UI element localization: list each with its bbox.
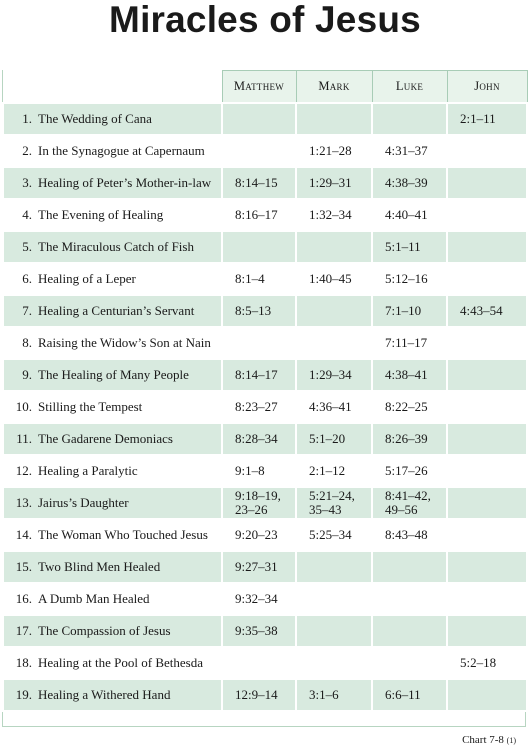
- reference-matthew: 8:23–27: [222, 391, 296, 423]
- reference-mark: [296, 327, 372, 359]
- reference-john: [447, 327, 527, 359]
- miracle-name-cell: [3, 167, 222, 199]
- table-row: [3, 167, 527, 199]
- reference-john: [447, 583, 527, 615]
- page-title: Miracles of Jesus: [109, 0, 421, 40]
- row-number: 12.: [15, 463, 32, 478]
- miracle-name-cell: [3, 487, 222, 519]
- miracle-name-cell: [3, 519, 222, 551]
- table-row: [3, 103, 527, 135]
- reference-mark: 5:21–24, 35–43: [296, 487, 372, 519]
- table-row: [3, 583, 527, 615]
- row-number: 7.: [22, 303, 32, 318]
- table-row: [3, 423, 527, 455]
- reference-matthew: 8:16–17: [222, 199, 296, 231]
- reference-luke: 8:41–42, 49–56: [372, 487, 447, 519]
- reference-john: [447, 263, 527, 295]
- reference-mark: 5:25–34: [296, 519, 372, 551]
- reference-luke: 5:1–11: [372, 231, 447, 263]
- miracle-name: The Wedding of Cana: [38, 111, 152, 126]
- reference-john: [447, 455, 527, 487]
- row-number: 13.: [15, 495, 32, 510]
- reference-john: [447, 551, 527, 583]
- reference-matthew: 8:14–15: [222, 167, 296, 199]
- reference-john: 5:2–18: [447, 647, 527, 679]
- table-row: [3, 135, 527, 167]
- reference-luke: 6:6–11: [372, 679, 447, 711]
- reference-john: [447, 679, 527, 711]
- miracle-name-cell: [3, 263, 222, 295]
- reference-mark: 2:1–12: [296, 455, 372, 487]
- row-number: 1.: [22, 111, 32, 126]
- reference-matthew: 9:1–8: [222, 455, 296, 487]
- reference-mark: [296, 583, 372, 615]
- reference-luke: [372, 103, 447, 135]
- row-number: 3.: [22, 175, 32, 190]
- reference-matthew: 8:5–13: [222, 295, 296, 327]
- miracle-name-cell: [3, 423, 222, 455]
- reference-luke: [372, 583, 447, 615]
- miracle-name-cell: [3, 135, 222, 167]
- column-header-matthew: Matthew: [222, 71, 296, 104]
- miracle-name-cell: [3, 647, 222, 679]
- column-header-john: John: [447, 71, 527, 104]
- reference-matthew: 9:27–31: [222, 551, 296, 583]
- reference-mark: 1:29–31: [296, 167, 372, 199]
- table-row: [3, 679, 527, 711]
- column-header-luke: Luke: [372, 71, 447, 104]
- miracle-name: A Dumb Man Healed: [38, 591, 150, 606]
- reference-luke: 8:26–39: [372, 423, 447, 455]
- reference-mark: [296, 647, 372, 679]
- table-row: [3, 455, 527, 487]
- miracle-name: Stilling the Tempest: [38, 399, 143, 414]
- miracle-name: Healing of a Leper: [38, 271, 136, 286]
- reference-luke: 7:1–10: [372, 295, 447, 327]
- miracle-name: Healing a Withered Hand: [38, 687, 171, 702]
- table-row: [3, 359, 527, 391]
- table-row: [3, 295, 527, 327]
- reference-matthew: [222, 231, 296, 263]
- column-header-mark: Mark: [296, 71, 372, 104]
- table-row: [3, 263, 527, 295]
- caption-text: Chart 7-8: [462, 734, 504, 746]
- reference-matthew: 9:35–38: [222, 615, 296, 647]
- miracle-name: Jairus’s Daughter: [38, 495, 129, 510]
- reference-luke: [372, 615, 447, 647]
- reference-mark: 5:1–20: [296, 423, 372, 455]
- reference-mark: 3:1–6: [296, 679, 372, 711]
- reference-luke: 4:38–41: [372, 359, 447, 391]
- miracle-name: The Miraculous Catch of Fish: [38, 239, 194, 254]
- miracles-table: [2, 70, 528, 712]
- reference-matthew: 12:9–14: [222, 679, 296, 711]
- table-row: [3, 647, 527, 679]
- header-row: [3, 71, 527, 104]
- table-row: [3, 199, 527, 231]
- miracle-name-cell: [3, 551, 222, 583]
- miracle-name-cell: [3, 327, 222, 359]
- reference-mark: 1:21–28: [296, 135, 372, 167]
- miracle-name: Healing of Peter’s Mother-in-law: [38, 175, 212, 190]
- table-row: [3, 519, 527, 551]
- reference-matthew: 9:20–23: [222, 519, 296, 551]
- row-number: 19.: [15, 687, 32, 702]
- table-row: [3, 551, 527, 583]
- reference-john: [447, 359, 527, 391]
- miracle-name: The Gadarene Demoniacs: [38, 431, 173, 446]
- chart-caption: [462, 734, 516, 746]
- row-number: 4.: [22, 207, 32, 222]
- reference-matthew: [222, 647, 296, 679]
- row-number: 17.: [15, 623, 32, 638]
- miracle-name-cell: [3, 103, 222, 135]
- miracle-name-cell: [3, 583, 222, 615]
- reference-matthew: 8:1–4: [222, 263, 296, 295]
- header-blank-cell: [3, 71, 222, 104]
- table-row: [3, 231, 527, 263]
- reference-luke: [372, 647, 447, 679]
- reference-mark: 1:40–45: [296, 263, 372, 295]
- row-number: 15.: [15, 559, 32, 574]
- reference-luke: 4:31–37: [372, 135, 447, 167]
- reference-john: [447, 135, 527, 167]
- reference-john: 4:43–54: [447, 295, 527, 327]
- reference-mark: 1:29–34: [296, 359, 372, 391]
- reference-matthew: 9:18–19, 23–26: [222, 487, 296, 519]
- table-row: [3, 391, 527, 423]
- reference-john: [447, 231, 527, 263]
- reference-luke: 4:40–41: [372, 199, 447, 231]
- row-number: 5.: [22, 239, 32, 254]
- reference-john: [447, 615, 527, 647]
- miracle-name: Healing a Centurian’s Servant: [38, 303, 195, 318]
- miracle-name-cell: [3, 615, 222, 647]
- reference-luke: 8:43–48: [372, 519, 447, 551]
- row-number: 8.: [22, 335, 32, 350]
- miracle-name: Raising the Widow’s Son at Nain: [38, 335, 211, 350]
- caption-suffix: (1): [506, 736, 516, 745]
- reference-matthew: [222, 103, 296, 135]
- reference-mark: 4:36–41: [296, 391, 372, 423]
- miracle-name: Two Blind Men Healed: [38, 559, 161, 574]
- row-number: 6.: [22, 271, 32, 286]
- reference-luke: 4:38–39: [372, 167, 447, 199]
- reference-mark: [296, 551, 372, 583]
- reference-john: 2:1–11: [447, 103, 527, 135]
- reference-mark: [296, 103, 372, 135]
- row-number: 16.: [15, 591, 32, 606]
- reference-john: [447, 519, 527, 551]
- miracle-name-cell: [3, 679, 222, 711]
- miracle-name-cell: [3, 199, 222, 231]
- row-number: 14.: [15, 527, 32, 542]
- reference-matthew: [222, 135, 296, 167]
- miracle-name-cell: [3, 231, 222, 263]
- reference-john: [447, 167, 527, 199]
- reference-luke: 5:17–26: [372, 455, 447, 487]
- table-row: [3, 615, 527, 647]
- table-row: [3, 487, 527, 519]
- reference-matthew: 8:28–34: [222, 423, 296, 455]
- reference-john: [447, 199, 527, 231]
- table-row: [3, 327, 527, 359]
- miracle-name: The Woman Who Touched Jesus: [38, 527, 208, 542]
- miracle-name: Healing a Paralytic: [38, 463, 138, 478]
- reference-john: [447, 423, 527, 455]
- miracle-name-cell: [3, 359, 222, 391]
- reference-luke: [372, 551, 447, 583]
- miracle-name-cell: [3, 391, 222, 423]
- miracle-name: The Compassion of Jesus: [38, 623, 171, 638]
- reference-mark: [296, 231, 372, 263]
- row-number: 2.: [22, 143, 32, 158]
- miracle-name: The Healing of Many People: [38, 367, 189, 382]
- miracle-name-cell: [3, 295, 222, 327]
- row-number: 9.: [22, 367, 32, 382]
- reference-mark: [296, 295, 372, 327]
- reference-mark: 1:32–34: [296, 199, 372, 231]
- reference-john: [447, 391, 527, 423]
- reference-luke: 8:22–25: [372, 391, 447, 423]
- miracle-name: In the Synagogue at Capernaum: [38, 143, 205, 158]
- reference-luke: 5:12–16: [372, 263, 447, 295]
- miracle-name: The Evening of Healing: [38, 207, 164, 222]
- row-number: 10.: [15, 399, 32, 414]
- row-number: 11.: [16, 431, 32, 446]
- miracle-name-cell: [3, 455, 222, 487]
- reference-mark: [296, 615, 372, 647]
- reference-john: [447, 487, 527, 519]
- row-number: 18.: [15, 655, 32, 670]
- reference-matthew: 9:32–34: [222, 583, 296, 615]
- reference-luke: 7:11–17: [372, 327, 447, 359]
- reference-matthew: 8:14–17: [222, 359, 296, 391]
- reference-matthew: [222, 327, 296, 359]
- miracle-name: Healing at the Pool of Bethesda: [38, 655, 203, 670]
